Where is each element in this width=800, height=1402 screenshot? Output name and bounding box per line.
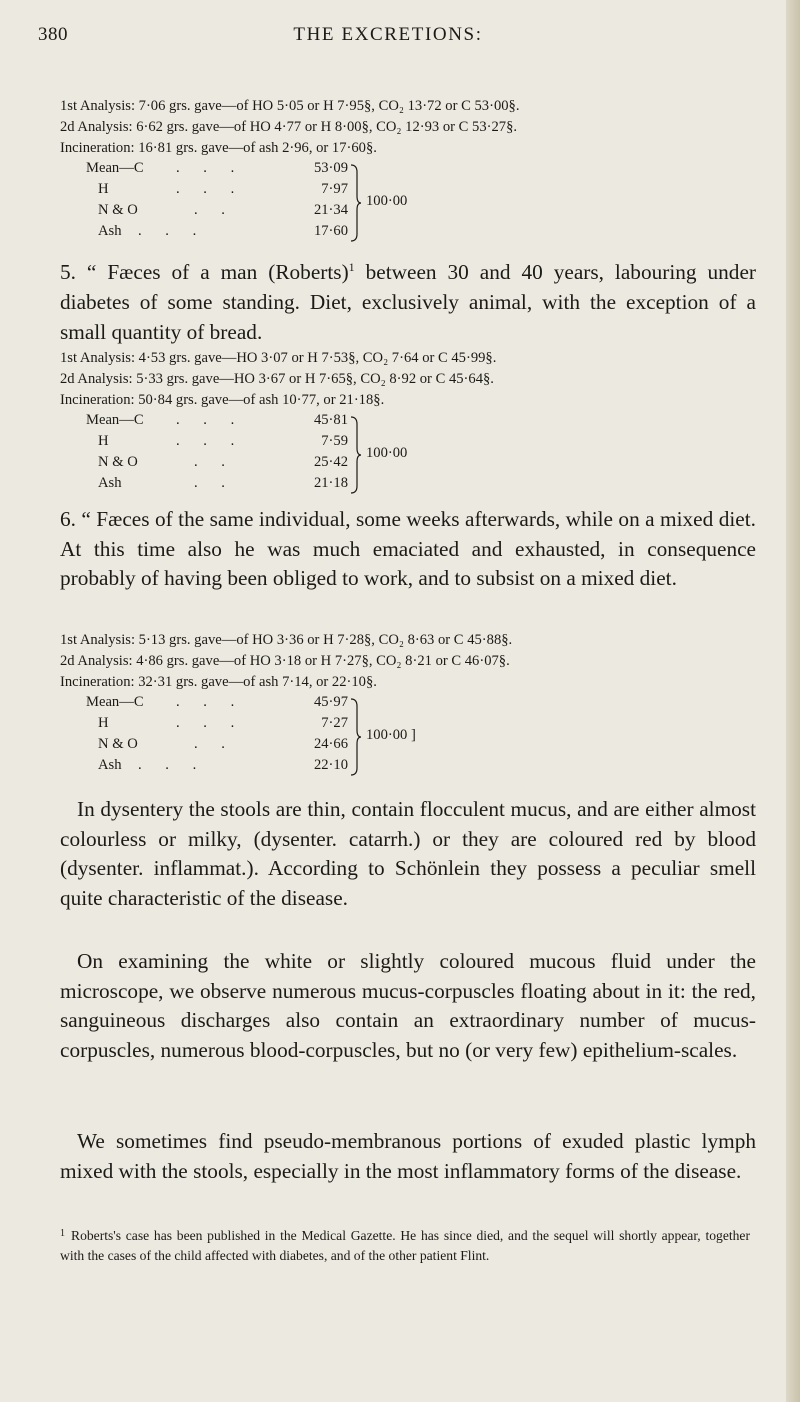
mean-row xyxy=(86,202,348,222)
mean-row xyxy=(86,757,348,777)
body-paragraph-1: In dysentery the stools are thin, contain flocculent mucus, and are either almost colourless or milky, (dysenter. catarrh.) or they are coloured red by blood (dysenter. inflammat.). According to Schönlein they possess a peculiar smell quite characteristic of the disease. xyxy=(60,797,756,911)
footnote xyxy=(60,1224,750,1265)
mean-label: N & O xyxy=(98,736,138,752)
leader-dots: . . . xyxy=(176,715,245,731)
right-brace-icon xyxy=(350,164,362,242)
mean-label: N & O xyxy=(98,202,138,218)
s5-analysis-2: 2d Analysis: 5·33 grs. gave—HO 3·67 or H 7·65§, CO₂ 8·92 or C 45·64§. xyxy=(60,371,494,387)
footnote-mark: 1 xyxy=(60,1228,65,1239)
s6-analysis-2: 2d Analysis: 4·86 grs. gave—of HO 3·18 or H 7·27§, CO₂ 8·21 or C 46·07§. xyxy=(60,653,510,669)
leader-dots: . . xyxy=(194,475,235,491)
s4-incineration: Incineration: 16·81 grs. gave—of ash 2·96, or 17·60§. xyxy=(60,140,377,156)
mean-value: 45·81 xyxy=(313,412,348,428)
s4-analysis-1: 1st Analysis: 7·06 grs. gave—of HO 5·05 or H 7·95§, CO₂ 13·72 or C 53·00§. xyxy=(60,98,520,114)
mean-value: 17·60 xyxy=(313,223,348,239)
mean-label: Mean—C xyxy=(86,694,144,710)
leader-dots: . . . xyxy=(176,412,245,428)
mean-row xyxy=(86,454,348,474)
mean-value: 45·97 xyxy=(313,694,348,710)
s6-paragraph: 6. “ Fæces of the same individual, some weeks afterwards, while on a mixed diet. At this time also he was much emaciated and exhausted, in consequence probably of having been obliged to work, and to subsist on a mixed diet. xyxy=(60,507,756,591)
mean-value: 22·10 xyxy=(313,757,348,773)
mean-label: Ash xyxy=(98,475,122,491)
mean-row xyxy=(86,223,348,243)
body-paragraph-2: On examining the white or slightly coloured mucous fluid under the microscope, we observe numerous mucus-corpuscles floating about in it: the red, sanguineous discharges also contain an extraordinary number of mucus-corpuscles, numerous blood-corpuscles, but no (or very few) epithelium-scales. xyxy=(60,949,756,1063)
leader-dots: . . . xyxy=(138,757,207,773)
mean-label: Mean—C xyxy=(86,160,144,176)
s4-total: 100·00 xyxy=(366,193,408,209)
mean-label: H xyxy=(98,715,109,731)
leader-dots: . . . xyxy=(176,181,245,197)
mean-value: 21·18 xyxy=(313,475,348,491)
s5-mean-table xyxy=(86,412,348,496)
mean-value: 7·27 xyxy=(321,715,348,731)
mean-row xyxy=(86,433,348,453)
page-edge xyxy=(786,0,800,1402)
s4-analysis-2: 2d Analysis: 6·62 grs. gave—of HO 4·77 or H 8·00§, CO₂ 12·93 or C 53·27§. xyxy=(60,119,518,135)
mean-value: 21·34 xyxy=(313,202,348,218)
leader-dots: . . xyxy=(194,454,235,470)
mean-value: 7·59 xyxy=(321,433,348,449)
s4-mean-table xyxy=(86,160,348,244)
mean-label: N & O xyxy=(98,454,138,470)
leader-dots: . . xyxy=(194,736,235,752)
right-brace-icon xyxy=(350,698,362,776)
mean-value: 25·42 xyxy=(313,454,348,470)
s5-total: 100·00 xyxy=(366,445,408,461)
mean-label: Mean—C xyxy=(86,412,144,428)
leader-dots: . . . xyxy=(176,160,245,176)
page-header xyxy=(38,24,738,54)
mean-row xyxy=(86,736,348,756)
right-brace-icon xyxy=(350,416,362,494)
footnote-ref: 1 xyxy=(348,260,355,274)
s5-heading-rest: between 30 and 40 years, labouring under diabetes of some standing. Diet, exclusively animal, with the exception of a small quantity of bread. xyxy=(60,260,756,344)
s5-heading: 5. “ Fæces of a man (Roberts) xyxy=(60,260,349,285)
leader-dots: . . . xyxy=(138,223,207,239)
page-number: 380 xyxy=(38,24,68,45)
body-paragraph-3: We sometimes find pseudo-membranous portions of exuded plastic lymph mixed with the stools, especially in the most inflammatory forms of the disease. xyxy=(60,1129,756,1183)
s6-mean-table xyxy=(86,694,348,778)
mean-label: Ash xyxy=(98,223,122,239)
s5-analysis-1: 1st Analysis: 4·53 grs. gave—HO 3·07 or H 7·53§, CO₂ 7·64 or C 45·99§. xyxy=(60,350,497,366)
mean-value: 53·09 xyxy=(313,160,348,176)
leader-dots: . . . xyxy=(176,433,245,449)
leader-dots: . . . xyxy=(176,694,245,710)
s6-analysis-1: 1st Analysis: 5·13 grs. gave—of HO 3·36 or H 7·28§, CO₂ 8·63 or C 45·88§. xyxy=(60,632,513,648)
s6-incineration: Incineration: 32·31 grs. gave—of ash 7·14, or 22·10§. xyxy=(60,674,377,690)
mean-row xyxy=(86,160,348,180)
mean-row xyxy=(86,715,348,735)
mean-row xyxy=(86,412,348,432)
mean-value: 24·66 xyxy=(313,736,348,752)
mean-label: Ash xyxy=(98,757,122,773)
s5-incineration: Incineration: 50·84 grs. gave—of ash 10·77, or 21·18§. xyxy=(60,392,385,408)
mean-label: H xyxy=(98,181,109,197)
mean-row xyxy=(86,181,348,201)
mean-row xyxy=(86,694,348,714)
mean-value: 7·97 xyxy=(321,181,348,197)
mean-label: H xyxy=(98,433,109,449)
s6-total: 100·00 ] xyxy=(366,727,416,743)
s5-paragraph xyxy=(60,253,756,347)
running-title: THE EXCRETIONS: xyxy=(293,24,483,45)
mean-row xyxy=(86,475,348,495)
footnote-text: Roberts's case has been published in the Medical Gazette. He has since died, and the sequel will shortly appear, together with the cases of the child affected with diabetes, and of the other patient Flint. xyxy=(60,1228,750,1263)
leader-dots: . . xyxy=(194,202,235,218)
